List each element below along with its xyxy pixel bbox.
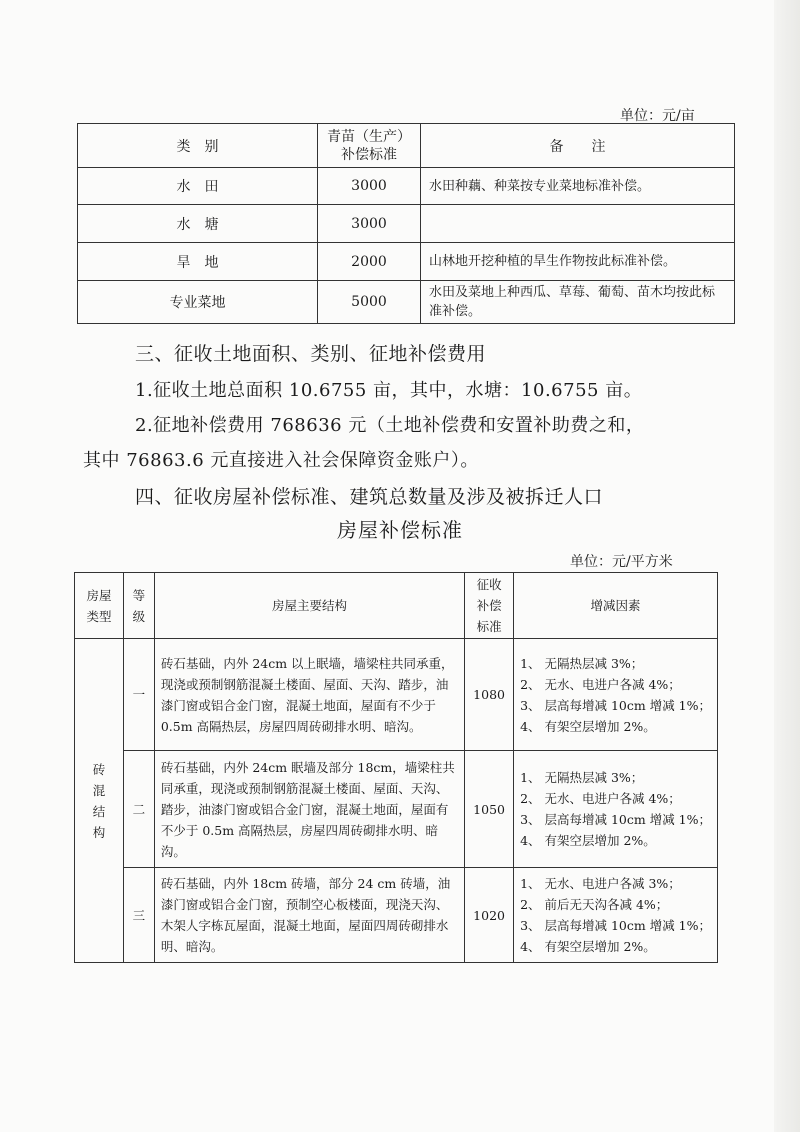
category-cell: 水 塘 xyxy=(78,205,318,243)
factor-item: 4、 有架空层增加 2%。 xyxy=(520,718,656,734)
factors-cell xyxy=(514,868,718,963)
factor-item: 3、 层高每增减 10cm 增减 1%； xyxy=(520,918,711,933)
factor-item: 2、 无水、电进户各减 4%； xyxy=(520,791,681,806)
header-adjust-factors: 增减因素 xyxy=(514,573,718,639)
standard-cell: 1050 xyxy=(465,751,514,868)
section-3-paragraph-2a: 2.征地补偿费用 768636 元（土地补偿费和安置补助费之和， xyxy=(135,415,645,436)
grade-cell: 三 xyxy=(123,868,154,963)
structure-cell: 砖石基础，内外 24cm 以上眠墙，墙梁柱共同承重，现浇或预制钢筋混凝土楼面、屋面、天沟、踏步，油漆门窗或铝合金门窗，混凝土地面，屋面有不少于 0.5m 高隔热层，房屋四周砖砌排水明、暗沟。 xyxy=(154,639,464,751)
header-standard: 青苗（生产） 补偿标准 xyxy=(318,124,421,168)
section-3-paragraph-1: 1.征收土地总面积 10.6755 亩，其中，水塘：10.6755 亩。 xyxy=(135,380,643,401)
factors-cell xyxy=(514,639,718,751)
house-standard-title: 房屋补偿标准 xyxy=(337,518,463,542)
factor-item: 4、 有架空层增加 2%。 xyxy=(520,833,656,848)
category-cell: 水 田 xyxy=(78,168,318,205)
factor-item: 2、 无水、电进户各减 4%； xyxy=(520,676,681,692)
note-cell: 山林地开挖种植的旱生作物按此标准补偿。 xyxy=(421,243,735,281)
grade-cell: 二 xyxy=(123,751,154,868)
header-structure: 房屋主要结构 xyxy=(154,573,464,639)
house-type-cell: 砖 混 结 构 xyxy=(75,639,124,963)
note-cell: 水田及菜地上种西瓜、草莓、葡萄、苗木均按此标准补偿。 xyxy=(421,281,735,324)
header-house-type: 房屋 类型 xyxy=(75,573,124,639)
note-cell: 水田种藕、种菜按专业菜地标准补偿。 xyxy=(421,168,735,205)
table-row xyxy=(78,281,735,324)
section-3-paragraph-2b: 其中 76863.6 元直接进入社会保障资金账户）。 xyxy=(83,450,479,471)
table-row xyxy=(78,243,735,281)
header-notes: 备 注 xyxy=(421,124,735,168)
header-grade: 等 级 xyxy=(123,573,154,639)
standard-cell: 1020 xyxy=(465,868,514,963)
standard-cell: 3000 xyxy=(318,205,421,243)
factor-item: 3、 层高每增减 10cm 增减 1%； xyxy=(520,812,711,827)
header-compensation-standard: 征收 补偿 标准 xyxy=(465,573,514,639)
scan-edge xyxy=(774,0,800,1132)
house-compensation-table xyxy=(74,572,718,963)
factor-item: 2、 前后无天沟各减 4%； xyxy=(520,897,669,912)
factors-cell xyxy=(514,751,718,868)
header-category: 类 别 xyxy=(78,124,318,168)
factor-item: 4、 有架空层增加 2%。 xyxy=(520,939,656,954)
factor-item: 1、 无水、电进户各减 3%； xyxy=(520,876,681,891)
standard-cell: 2000 xyxy=(318,243,421,281)
unit-label-1: 单位：元/亩 xyxy=(620,108,695,124)
table-row xyxy=(75,751,718,868)
category-cell: 专业菜地 xyxy=(78,281,318,324)
table-row xyxy=(78,205,735,243)
factor-item: 1、 无隔热层减 3%； xyxy=(520,655,644,671)
structure-cell: 砖石基础，内外 18cm 砖墙，部分 24 cm 砖墙，油漆门窗或铝合金门窗，预制空心板楼面，现浇天沟、木架人字栋瓦屋面，混凝土地面，屋面四周砖砌排水明、暗沟。 xyxy=(154,868,464,963)
note-cell xyxy=(421,205,735,243)
category-cell: 旱 地 xyxy=(78,243,318,281)
unit-label-2: 单位：元/平方米 xyxy=(570,554,673,570)
table-row xyxy=(78,168,735,205)
standard-cell: 5000 xyxy=(318,281,421,324)
section-3-title: 三、征收土地面积、类别、征地补偿费用 xyxy=(135,343,487,365)
grade-cell: 一 xyxy=(123,639,154,751)
factor-item: 3、 层高每增减 10cm 增减 1%； xyxy=(520,697,711,713)
table-row xyxy=(75,868,718,963)
standard-cell: 3000 xyxy=(318,168,421,205)
structure-cell: 砖石基础，内外 24cm 眠墙及部分 18cm，墙梁柱共同承重，现浇或预制钢筋混凝土楼面、屋面、天沟、踏步，油漆门窗或铝合金门窗，混凝土地面，屋面有不少于 0.5m 高隔热层，房屋四周砖砌排水明、暗沟。 xyxy=(154,751,464,868)
crop-compensation-table xyxy=(77,123,735,324)
factor-item: 1、 无隔热层减 3%； xyxy=(520,770,644,785)
table-row xyxy=(75,639,718,751)
section-4-title: 四、征收房屋补偿标准、建筑总数量及涉及被拆迁人口 xyxy=(135,486,604,508)
standard-cell: 1080 xyxy=(465,639,514,751)
